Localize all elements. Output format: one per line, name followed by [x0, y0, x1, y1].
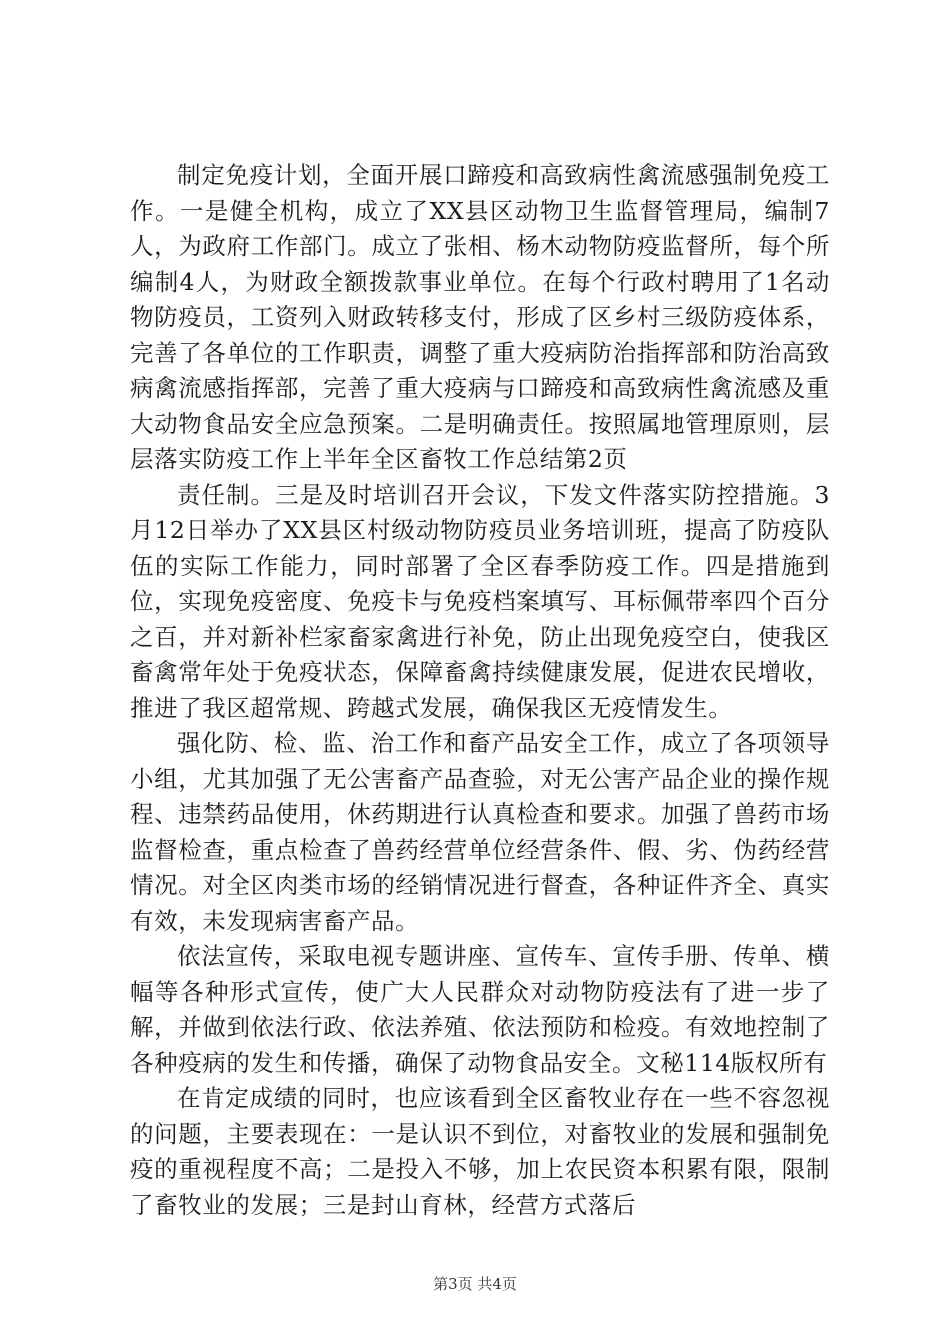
- paragraph-responsibility-system: 责任制。三是及时培训召开会议，下发文件落实防控措施。3月12日举办了XX县区村级动物防疫员业务培训班，提高了防疫队伍的实际工作能力，同时部署了全区春季防疫工作。四是措施到位，实现免疫密度、免疫卡与免疫档案填写、耳标佩带率四个百分之百，并对新补栏家畜家禽进行补免，防止出现免疫空白，使我区畜禽常年处于免疫状态，保障畜禽持续健康发展，促进农民增收，推进了我区超常规、跨越式发展，确保我区无疫情发生。: [130, 480, 830, 722]
- paragraph-existing-problems: 在肯定成绩的同时，也应该看到全区畜牧业存在一些不容忽视的问题，主要表现在：一是认识不到位，对畜牧业的发展和强制免疫的重视程度不高；二是投入不够，加上农民资本积累有限，限制了畜牧业的发展；三是封山育林，经营方式落后: [130, 1084, 830, 1219]
- paragraph-legal-publicity: 依法宣传，采取电视专题讲座、宣传车、宣传手册、传单、横幅等各种形式宣传，使广大人民群众对动物防疫法有了进一步了解，并做到依法行政、依法养殖、依法预防和检疫。有效地控制了各种疫病的发生和传播，确保了动物食品安全。文秘114版权所有: [130, 942, 830, 1077]
- document-body: [130, 158, 830, 1223]
- paragraph-immunization-plan: 制定免疫计划，全面开展口蹄疫和高致病性禽流感强制免疫工作。一是健全机构，成立了XX县区动物卫生监督管理局，编制7人，为政府工作部门。成立了张相、杨木动物防疫监督所，每个所编制4人，为财政全额拨款事业单位。在每个行政村聘用了1名动物防疫员，工资列入财政转移支付，形成了区乡村三级防疫体系，完善了各单位的工作职责，调整了重大疫病防治指挥部和防治高致病禽流感指挥部，完善了重大疫病与口蹄疫和高致病性禽流感及重大动物食品安全应急预案。二是明确责任。按照属地管理原则，层层落实防疫工作上半年全区畜牧工作总结第2页: [130, 161, 830, 473]
- paragraph-product-safety: 强化防、检、监、治工作和畜产品安全工作，成立了各项领导小组，尤其加强了无公害畜产品查验，对无公害产品企业的操作规程、违禁药品使用，休药期进行认真检查和要求。加强了兽药市场监督检查，重点检查了兽药经营单位经营条件、假、劣、伪药经营情况。对全区肉类市场的经销情况进行督查，各种证件齐全、真实有效，未发现病害畜产品。: [130, 729, 830, 935]
- page-footer: 第3页 共4页: [433, 1275, 517, 1293]
